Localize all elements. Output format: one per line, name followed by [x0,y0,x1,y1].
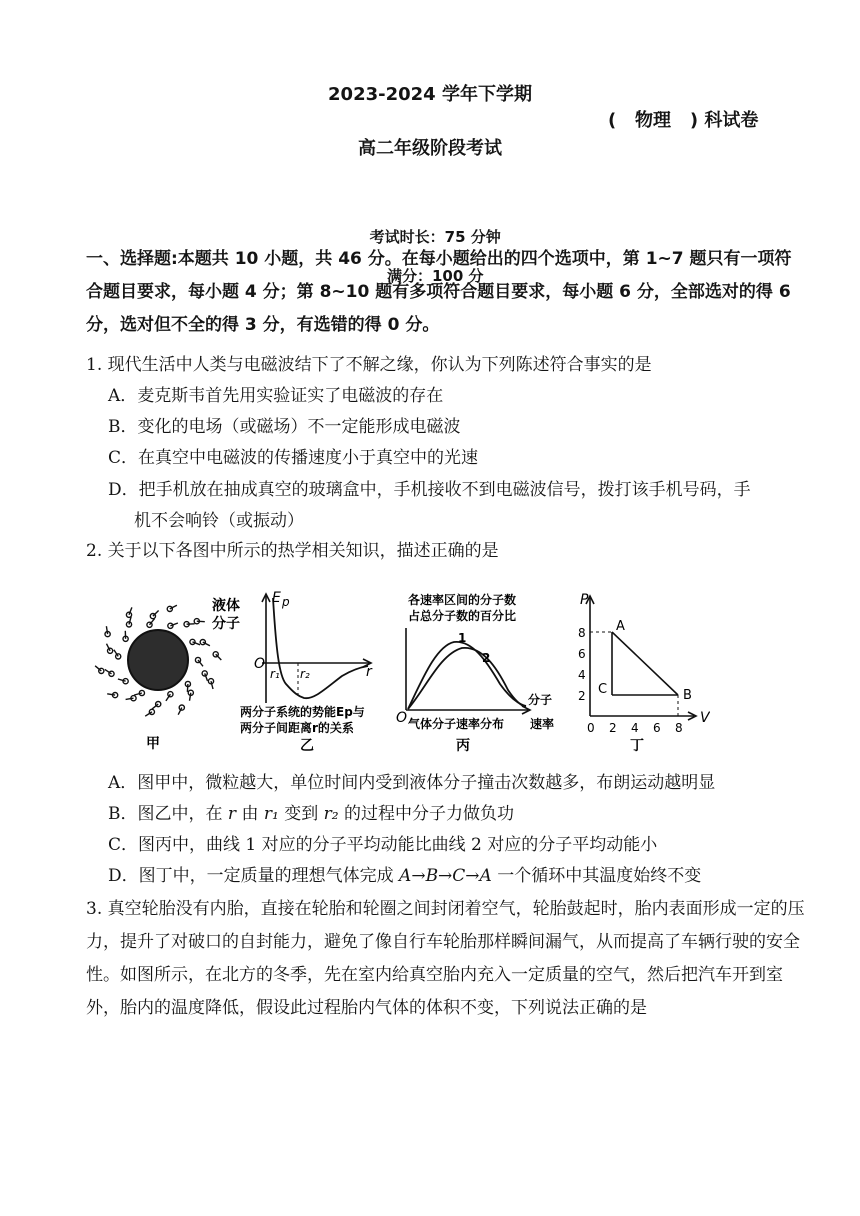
exam-subject: ( 物理 ) 科试卷 [608,110,759,131]
liquid-molecule [167,606,172,611]
section-instructions: 一、选择题:本题共 10 小题，共 46 分。在每小题给出的四个选项中，第 1~7 题只有一项符合题目要求，每小题 4 分；第 8~10 题有多项符合题目要求，每小题 6 分，全部选对的得 6 分，选对但不全的得 3 分，有选错的得 0 分。 [86,249,792,335]
question-2-option-a: A．图甲中，微粒越大，单位时间内受到液体分子撞击次数越多，布朗运动越明显 [108,773,716,793]
exam-title: 2023-2024 学年下学期 [328,84,532,105]
yi-ep-sub: p [282,595,290,609]
ding-y-tick: 8 [578,626,586,640]
ding-caption: 丁 [630,738,644,754]
jia-caption: 甲 [146,736,160,752]
question-2-option-b: B．图乙中，在 r 由 r₁ 变到 r₂ 的过程中分子力做负功 [108,804,514,824]
question-1-option-a: A．麦克斯韦首先用实验证实了电磁波的存在 [108,386,444,406]
yi-r1: r₁ [270,667,280,681]
jia-label-2: 分子 [212,616,240,632]
liquid-molecule [108,648,113,653]
yi-r2: r₂ [300,667,310,681]
figure-ding [578,592,710,735]
ding-point-a-label: A [616,619,625,634]
question-3-text: 3. 真空轮胎没有内胎，直接在轮胎和轮圈之间封闭着空气，轮胎鼓起时，胎内表面形成一定的压力，提升了对破口的自封能力，避免了像自行车轮胎那样瞬间漏气，从而提高了车辆行驶的安全性。如图所示，在北方的冬季，先在室内给真空胎内充入一定质量的空气，然后把汽车开到室外，胎内的温度降低，假设此过程胎内气体的体积不变，下列说法正确的是 [86,899,805,1018]
ding-y-label: P [580,592,589,608]
exam-full-score: 满分：100 分 [386,267,484,285]
molecule-motion-tail [187,684,188,692]
ding-x-tick: 4 [631,721,639,735]
yi-caption: 乙 [300,738,314,754]
figure-yi [262,594,371,703]
molecule-motion-tail [107,694,115,695]
bing-xlabel-1: 分子 [528,693,553,707]
speed-curve-2 [408,648,526,709]
ding-x-tick: 8 [675,721,683,735]
ep-curve [273,598,368,698]
question-1-stem: 1. 现代生活中人类与电磁波结下了不解之缘，你认为下列陈述符合事实的是 [86,355,652,375]
liquid-molecule [200,640,205,645]
bing-curve-1-label: 1 [458,631,467,645]
ding-x-tick: 6 [653,721,661,735]
molecule-motion-tail [126,698,134,699]
yi-desc-2: 两分子间距离r的关系 [240,721,354,735]
yi-origin: O [254,656,266,672]
liquid-molecule [179,705,184,710]
speed-curve-1 [408,642,526,709]
ding-x-tick: 2 [609,721,617,735]
bing-caption: 丙 [456,738,470,754]
bing-title-2: 占总分子数的百分比 [408,609,517,623]
bing-xlabel-2: 速率 [530,717,555,731]
exam-duration: 考试时长：75 分钟 [369,228,501,246]
ding-x-label: V [700,710,710,726]
bing-curve-2-label: 2 [482,651,491,665]
bing-origin: O [396,710,408,726]
ding-y-tick: 6 [578,647,586,661]
molecule-motion-tail [190,693,191,701]
bing-title-1: 各速率区间的分子数 [408,593,517,607]
ding-y-tick: 2 [578,689,586,703]
question-2-stem: 2. 关于以下各图中所示的热学相关知识，描述正确的是 [86,541,499,561]
yi-r-axis: r [366,664,372,680]
ding-segment-ab [612,632,678,695]
brownian-particle [128,630,188,690]
ding-point-c-label: C [598,682,608,697]
question-1-option-d: D．把手机放在抽成真空的玻璃盒中，手机接收不到电磁波信号，拨打该手机号码，手 [108,480,751,500]
question-1-option-c: C．在真空中电磁波的传播速度小于真空中的光速 [108,448,479,468]
question-2-option-d: D．图丁中，一定质量的理想气体完成 A→B→C→A 一个循环中其温度始终不变 [108,866,702,886]
jia-label-1: 液体 [212,598,240,614]
ding-x-tick: 0 [587,721,595,735]
ding-y-tick: 4 [578,668,586,682]
figure-bing [406,628,530,714]
yi-desc-1: 两分子系统的势能Ep与 [240,705,365,719]
yi-ep-label: E [272,590,281,606]
question-1-option-d-cont: 机不会响铃（或振动） [134,511,304,531]
question-2-figures [90,588,710,768]
figure-jia [95,605,221,716]
question-1-option-b: B．变化的电场（或磁场）不一定能形成电磁波 [108,417,461,437]
question-2-option-c: C．图丙中，曲线 1 对应的分子平均动能比曲线 2 对应的分子平均动能小 [108,835,658,855]
molecule-motion-tail [106,626,107,634]
exam-subtitle: 高二年级阶段考试 [358,138,502,159]
bing-desc: 气体分子速率分布 [408,717,505,731]
molecule-motion-tail [197,621,205,622]
ding-point-b-label: B [683,688,692,703]
